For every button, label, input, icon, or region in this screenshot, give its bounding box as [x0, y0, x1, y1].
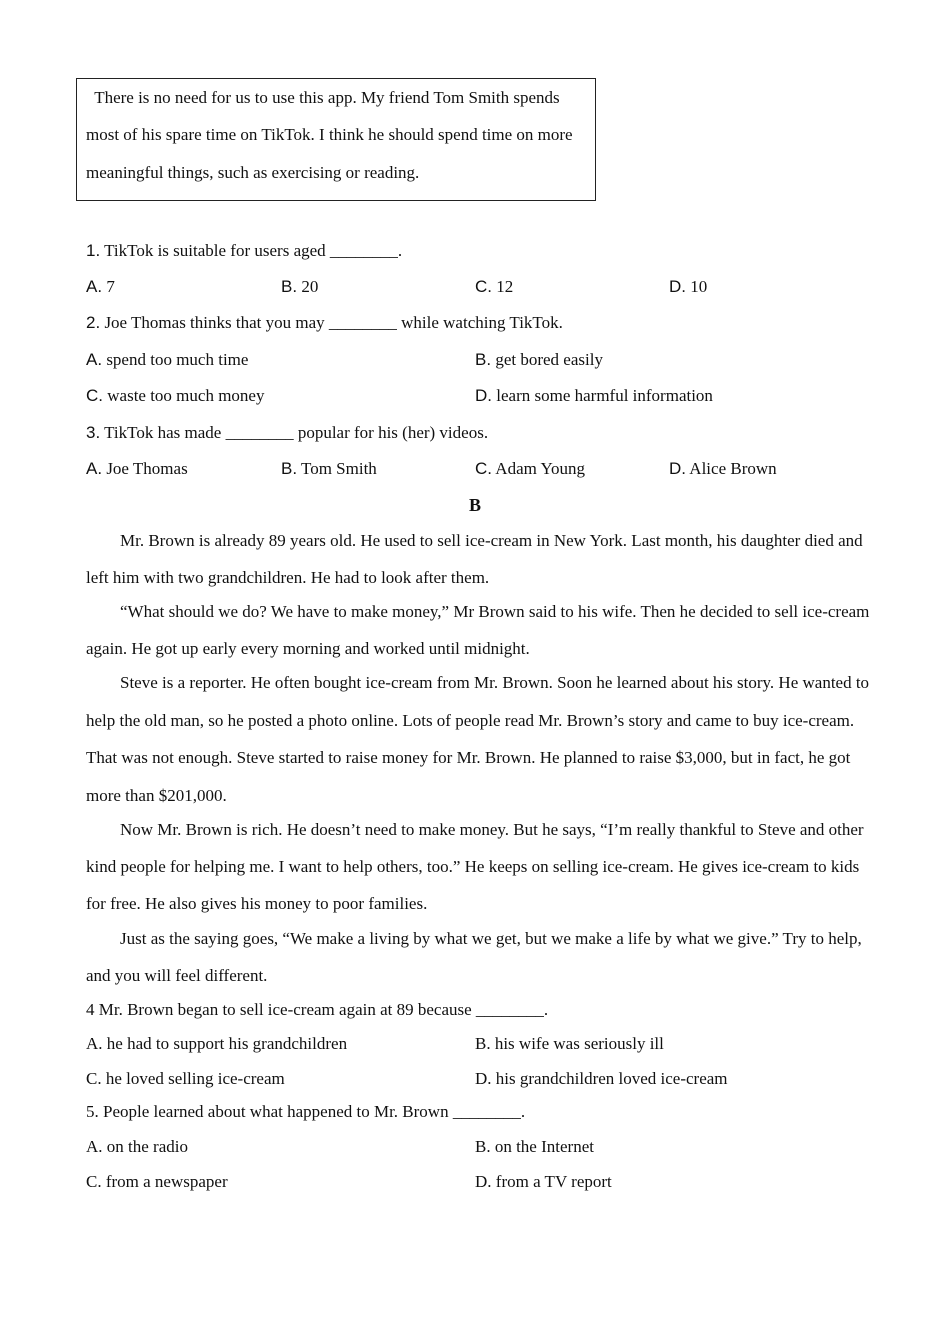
- passage-line: Mr. Brown is already 89 years old. He used to sell ice-cream in New York. Last month, his daughter died and: [120, 531, 863, 550]
- question-number: 3.: [86, 423, 101, 442]
- q4-option-b: B. his wife was seriously ill: [475, 1034, 664, 1053]
- q1-option-d: D. 10: [669, 277, 708, 296]
- question-4: 4 Mr. Brown began to sell ice-cream again at 89 because ________.: [86, 1000, 549, 1019]
- q3-option-a: A. Joe Thomas: [86, 459, 188, 478]
- passage-line: and you will feel different.: [86, 966, 268, 985]
- q2-option-c: C. waste too much money: [86, 386, 265, 405]
- passage-box: [76, 78, 596, 201]
- passage-line: for free. He also gives his money to poor families.: [86, 894, 428, 913]
- q5-option-a: A. on the radio: [86, 1137, 188, 1156]
- question-text: TikTok has made ________ popular for his (her) videos.: [100, 423, 489, 442]
- passage-line: That was not enough. Steve started to raise money for Mr. Brown. He planned to raise $3,000, but in fact, he got: [86, 748, 851, 767]
- passage-line: help the old man, so he posted a photo online. Lots of people read Mr. Brown’s story and came to buy ice-cream.: [86, 711, 855, 730]
- q4-option-c: C. he loved selling ice-cream: [86, 1069, 285, 1088]
- q1-option-a: A. 7: [86, 277, 115, 296]
- q3-option-b: B. Tom Smith: [281, 459, 377, 478]
- passage-line: “What should we do? We have to make money,” Mr Brown said to his wife. Then he decided to sell ice-cream: [120, 602, 870, 621]
- question-2: [86, 313, 563, 333]
- passage-line: left him with two grandchildren. He had to look after them.: [86, 568, 490, 587]
- question-text: TikTok is suitable for users aged ________.: [100, 241, 403, 260]
- q2-option-a: A. spend too much time: [86, 350, 249, 369]
- question-3: [86, 423, 488, 443]
- passage-line: again. He got up early every morning and worked until midnight.: [86, 639, 530, 658]
- q2-option-d: D. learn some harmful information: [475, 386, 713, 405]
- box-line: most of his spare time on TikTok. I think he should spend time on more: [86, 125, 573, 144]
- section-heading: B: [468, 495, 481, 515]
- question-1: [86, 241, 402, 261]
- q3-option-c: C. Adam Young: [475, 459, 586, 478]
- q5-option-b: B. on the Internet: [475, 1137, 594, 1156]
- passage-line: more than $201,000.: [86, 786, 227, 805]
- q2-option-b: B. get bored easily: [475, 350, 603, 369]
- box-line: There is no need for us to use this app. My friend Tom Smith spends: [86, 88, 560, 107]
- question-text: Joe Thomas thinks that you may ________ while watching TikTok.: [100, 313, 563, 332]
- q5-option-d: D. from a TV report: [475, 1172, 612, 1191]
- passage-line: Steve is a reporter. He often bought ice-cream from Mr. Brown. Soon he learned about his story. He wanted to: [120, 673, 870, 692]
- question-number: 1.: [86, 241, 101, 260]
- q5-option-c: C. from a newspaper: [86, 1172, 228, 1191]
- passage-line: kind people for helping me. I want to help others, too.” He keeps on selling ice-cream. He gives ice-cream to kids: [86, 857, 860, 876]
- q3-option-d: D. Alice Brown: [669, 459, 777, 478]
- q4-option-a: A. he had to support his grandchildren: [86, 1034, 348, 1053]
- question-5: 5. People learned about what happened to Mr. Brown ________.: [86, 1102, 526, 1121]
- q1-option-c: C. 12: [475, 277, 514, 296]
- box-line: meaningful things, such as exercising or reading.: [86, 163, 420, 182]
- question-number: 2.: [86, 313, 101, 332]
- q1-option-b: B. 20: [281, 277, 319, 296]
- passage-line: Now Mr. Brown is rich. He doesn’t need to make money. But he says, “I’m really thankful to Steve and other: [120, 820, 864, 839]
- passage-line: Just as the saying goes, “We make a living by what we get, but we make a life by what we give.” Try to help,: [120, 929, 862, 948]
- q4-option-d: D. his grandchildren loved ice-cream: [475, 1069, 728, 1088]
